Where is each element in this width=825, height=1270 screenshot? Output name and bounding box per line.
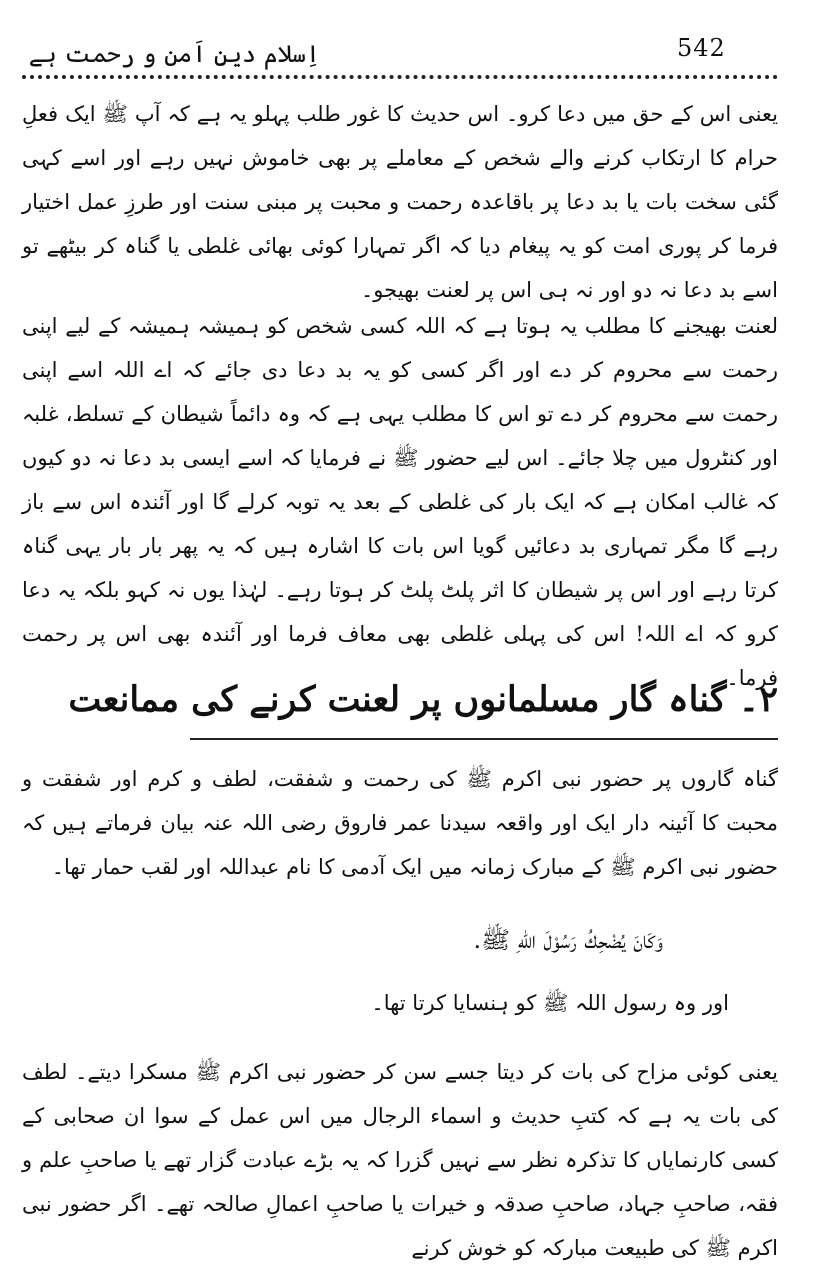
- paragraph-hadith-commentary: یعنی اس کے حق میں دعا کرو۔ اس حدیث کا غور طلب پہلو یہ ہے کہ آپ ﷺ ایک فعلِ حرام کا ارتکاب کرنے والے شخص کے معاملے پر بھی خاموش نہیں رہے اور اسے کہی گئی سخت بات یا بد دعا پر باقاعدہ رحمت و محبت پر مبنی سنت اور طرزِ عمل اختیار فرما کر پوری امت کو یہ پیغام دیا کہ اگر تمہارا کوئی بھائی غلطی یا گناہ کر بیٹھے تو اسے بد دعا نہ دو اور نہ ہی اس پر لعنت بھیجو۔: [22, 102, 778, 302]
- paragraph-incident-intro: گناہ گاروں پر حضور نبی اکرم ﷺ کی رحمت و شفقت، لطف و کرم اور شفقت و محبت کا آئینہ دار ایک اور واقعہ سیدنا عمر فاروق رضی اللہ عنہ بیان فرماتے ہیں کہ حضور نبی اکرم ﷺ کے مبارک زمانہ میں ایک آدمی کا نام عبداللہ اور لقب حمار تھا۔: [22, 767, 778, 879]
- running-header-title: اِسلام دینِ اَمن و رحمت ہے: [28, 40, 320, 68]
- page-number: 542: [677, 34, 726, 62]
- header-dotted-divider: [22, 75, 778, 79]
- paragraph-meaning-of-curse: لعنت بھیجنے کا مطلب یہ ہوتا ہے کہ اللہ کسی شخص کو ہمیشہ ہمیشہ کے لیے اپنی رحمت سے محروم کر دے اور اگر کسی کو یہ بد دعا دی جائے کہ اے اللہ اسے اپنی رحمت سے محروم کر دے تو اس کا مطلب یہی ہے کہ وہ دائماً شیطان کے تسلط، غلبہ اور کنٹرول میں چلا جائے۔ اس لیے حضور ﷺ نے فرمایا کہ اسے ایسی بد دعا نہ دو کیوں کہ غالب امکان ہے کہ ایک بار کی غلطی کے بعد یہ توبہ کرلے گا اور آئندہ اس سے باز رہے گا مگر تمہاری بد دعائیں گویا اس بات کا اشارہ ہیں کہ یہ پھر بار بار یہی گناہ کرتا رہے اور اس پر شیطان کا اثر پلٹ پلٹ کر ہوتا رہے۔ لہٰذا یوں نہ کہو بلکہ یہ دعا کرو کہ اے اللہ! اس کی پہلی غلطی بھی معاف فرما اور آئندہ بھی اس پر رحمت فرما۔: [22, 314, 778, 690]
- arabic-hadith-quote: وَكَانَ يُضْحِكُ رَسُوْلَ اللهِ ﷺ.: [473, 926, 663, 954]
- section-heading: ۲۔ گناہ گار مسلمانوں پر لعنت کرنے کی ممانعت: [68, 679, 778, 720]
- section-heading-underline: [190, 738, 778, 740]
- quote-translation: اور وہ رسول اللہ ﷺ کو ہنسایا کرتا تھا۔: [371, 991, 729, 1015]
- paragraph-humor-commentary: یعنی کوئی مزاح کی بات کر دیتا جسے سن کر حضور نبی اکرم ﷺ مسکرا دیتے۔ لطف کی بات یہ ہے کہ کتبِ حدیث و اسماء الرجال میں اس عمل کے سوا ان صحابی کے کسی کارنمایاں کا تذکرہ نظر سے نہیں گزرا کہ یہ بڑے عبادت گزار تھے یا صاحبِ علم و فقہ، صاحبِ جہاد، صاحبِ صدقہ و خیرات یا صاحبِ اعمالِ صالحہ تھے۔ اگر حضور نبی اکرم ﷺ کی طبیعت مبارکہ کو خوش کرنے: [22, 1060, 778, 1260]
